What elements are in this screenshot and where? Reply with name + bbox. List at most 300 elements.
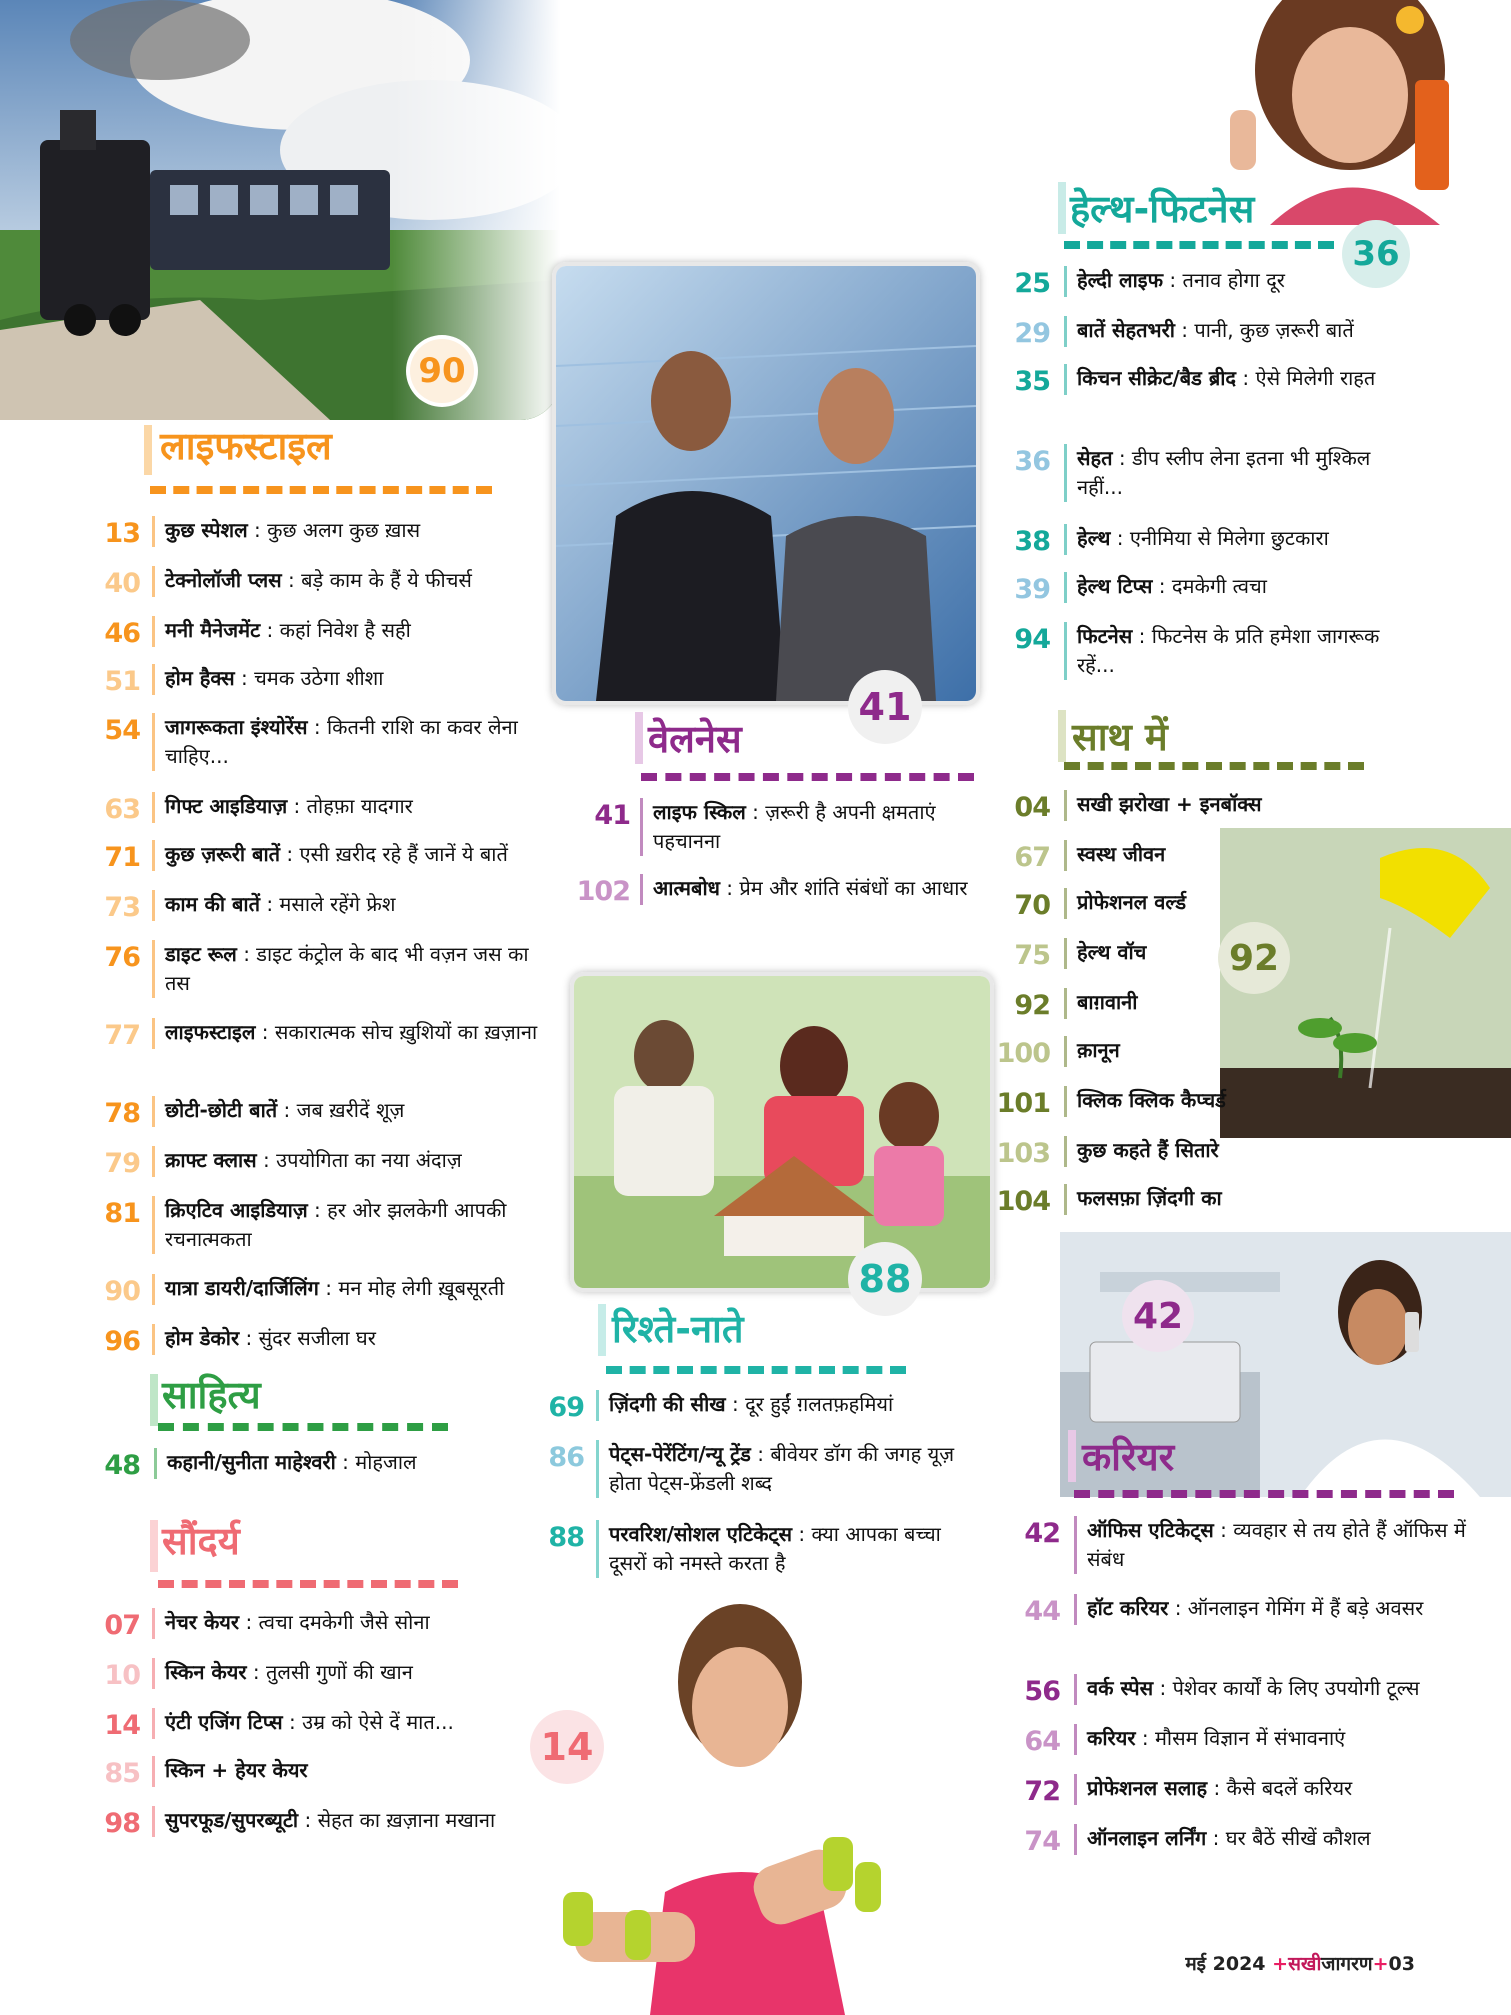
entry-separator: : bbox=[1236, 366, 1256, 390]
entry-description: हर ओर झलकेगी आपकी रचनात्मकता bbox=[165, 1198, 507, 1251]
page-number: 101 bbox=[996, 1088, 1050, 1119]
toc-entry[interactable] bbox=[90, 840, 550, 871]
entry-separator: : bbox=[246, 1660, 266, 1684]
toc-entry[interactable] bbox=[90, 890, 550, 921]
entry-title: सुपरफूड/सुपरब्यूटी bbox=[165, 1808, 299, 1832]
lifestyle-divider bbox=[150, 486, 492, 494]
entry-text bbox=[165, 1324, 550, 1353]
couple-illustration bbox=[556, 266, 976, 701]
saundarya-header-bar bbox=[150, 1520, 158, 1572]
entry-title: फलसफ़ा ज़िंदगी का bbox=[1077, 1186, 1222, 1210]
entry-description: कितनी राशि का कवर लेना चाहिए... bbox=[165, 715, 518, 768]
page-number: 04 bbox=[1014, 792, 1050, 823]
entry-description: ऑनलाइन गेमिंग में हैं बड़े अवसर bbox=[1187, 1596, 1424, 1620]
entry-rule bbox=[152, 616, 155, 647]
entry-description: त्वचा दमकेगी जैसे सोना bbox=[258, 1610, 430, 1634]
page-badge-42: 42 bbox=[1122, 1280, 1194, 1352]
entry-text bbox=[1087, 1724, 1472, 1753]
entry-separator: : bbox=[1135, 1726, 1155, 1750]
entry-text bbox=[1077, 988, 1280, 1017]
entry-text bbox=[1087, 1516, 1472, 1574]
entry-title: कहानी/सुनीता माहेश्वरी bbox=[167, 1450, 336, 1474]
entry-separator: : bbox=[1112, 446, 1132, 470]
entry-separator: : bbox=[256, 1148, 277, 1172]
entry-description: तोहफ़ा यादगार bbox=[306, 794, 413, 818]
entry-description: मोहजाल bbox=[355, 1450, 417, 1474]
entry-title: हेल्दी लाइफ bbox=[1077, 268, 1163, 292]
entry-rule bbox=[1064, 790, 1067, 821]
lifestyle-section-title: लाइफस्टाइल bbox=[160, 424, 332, 468]
page-badge-36: 36 bbox=[1342, 220, 1410, 288]
entry-description: एनीमिया से मिलेगा छुटकारा bbox=[1129, 526, 1329, 550]
page-number: 104 bbox=[996, 1186, 1050, 1217]
page-number: 29 bbox=[1014, 318, 1050, 349]
sahitya-divider bbox=[158, 1423, 448, 1431]
entry-title: ज़िंदगी की सीख bbox=[609, 1392, 726, 1416]
entry-separator: : bbox=[1174, 318, 1195, 342]
page-number: 77 bbox=[104, 1020, 140, 1051]
entry-text bbox=[165, 1196, 550, 1254]
entry-title: स्किन + हेयर केयर bbox=[165, 1758, 308, 1782]
career-section-title: करियर bbox=[1082, 1435, 1175, 1479]
entry-title: वर्क स्पेस bbox=[1087, 1676, 1154, 1700]
entry-title: नेचर केयर bbox=[165, 1610, 240, 1634]
page-number: 13 bbox=[104, 518, 140, 549]
entry-description: तनाव होगा दूर bbox=[1182, 268, 1285, 292]
entry-description: चमक उठेगा शीशा bbox=[254, 666, 384, 690]
page-number: 98 bbox=[104, 1808, 140, 1839]
page-number: 41 bbox=[594, 800, 630, 831]
toc-entry[interactable] bbox=[1002, 1516, 1472, 1574]
rishte-header-bar bbox=[598, 1304, 606, 1356]
page-number: 96 bbox=[104, 1326, 140, 1357]
entry-text bbox=[165, 940, 550, 998]
toc-entry[interactable] bbox=[90, 1756, 530, 1787]
entry-description: व्यवहार से तय होते हैं ऑफिस में संबंध bbox=[1087, 1518, 1466, 1571]
page-number: 42 bbox=[1024, 1518, 1060, 1549]
entry-separator: : bbox=[307, 715, 327, 739]
entry-text bbox=[1087, 1674, 1472, 1703]
toc-entry[interactable] bbox=[990, 1136, 1280, 1167]
entry-title: कुछ स्पेशल bbox=[165, 518, 248, 542]
page-number: 44 bbox=[1024, 1596, 1060, 1627]
wellness-divider bbox=[641, 773, 974, 781]
entry-description: सेहत का ख़ज़ाना मखाना bbox=[317, 1808, 496, 1832]
entry-title: छोटी-छोटी बातें bbox=[165, 1098, 278, 1122]
toc-entry[interactable] bbox=[990, 888, 1280, 919]
entry-title: ऑनलाइन लर्निंग bbox=[1087, 1826, 1207, 1850]
entry-rule bbox=[152, 1608, 155, 1639]
entry-title: क्राफ्ट क्लास bbox=[165, 1148, 257, 1172]
entry-rule bbox=[1064, 1036, 1067, 1067]
entry-separator: : bbox=[1206, 1826, 1226, 1850]
sahitya-section-title: साहित्य bbox=[162, 1373, 261, 1417]
entry-title: सेहत bbox=[1077, 446, 1113, 470]
entry-separator: : bbox=[719, 876, 740, 900]
entry-title: परवरिश/सोशल एटिकेट्स bbox=[609, 1522, 793, 1546]
entry-title: क्लिक क्लिक कैप्चर्ड bbox=[1077, 1088, 1226, 1112]
toc-entry[interactable] bbox=[90, 1324, 550, 1355]
entry-text bbox=[165, 713, 550, 771]
page-number: 56 bbox=[1024, 1676, 1060, 1707]
wellness-header-bar bbox=[635, 712, 643, 764]
entry-title: प्रोफेशनल सलाह bbox=[1087, 1776, 1208, 1800]
entry-rule bbox=[152, 890, 155, 921]
entry-text bbox=[165, 1608, 530, 1637]
entry-description: मसाले रहेंगे फ्रेश bbox=[279, 892, 396, 916]
entry-separator: : bbox=[335, 1450, 356, 1474]
entry-text bbox=[165, 840, 550, 869]
entry-separator: : bbox=[1213, 1518, 1234, 1542]
entry-rule bbox=[1064, 524, 1067, 555]
entry-rule bbox=[1064, 1184, 1067, 1215]
entry-separator: : bbox=[234, 666, 255, 690]
toc-entry[interactable] bbox=[532, 1390, 972, 1421]
entry-rule bbox=[1074, 1674, 1077, 1705]
toc-entry[interactable] bbox=[1002, 1824, 1472, 1855]
toc-entry[interactable] bbox=[90, 713, 550, 771]
toc-entry[interactable] bbox=[90, 1196, 550, 1254]
entry-separator: : bbox=[239, 1326, 259, 1350]
toc-entry[interactable] bbox=[1002, 1724, 1472, 1755]
toc-entry[interactable] bbox=[990, 1086, 1280, 1117]
toc-entry[interactable] bbox=[992, 364, 1392, 395]
entry-text bbox=[609, 1390, 972, 1419]
entry-rule bbox=[152, 1806, 155, 1837]
entry-separator: : bbox=[1152, 574, 1172, 598]
toc-entry[interactable] bbox=[992, 316, 1392, 347]
entry-description: क्या आपका बच्चा दूसरों को नमस्ते करता है bbox=[609, 1522, 941, 1575]
entry-separator: : bbox=[792, 1522, 812, 1546]
entry-separator: : bbox=[1110, 526, 1130, 550]
entry-title: बातें सेहतभरी bbox=[1077, 318, 1175, 342]
entry-title: मनी मैनेजमेंट bbox=[165, 618, 261, 642]
entry-separator: : bbox=[236, 942, 257, 966]
toc-entry[interactable] bbox=[990, 840, 1280, 871]
entry-rule bbox=[596, 1390, 599, 1421]
entry-text bbox=[165, 616, 550, 645]
entry-separator: : bbox=[239, 1610, 259, 1634]
entry-rule bbox=[1064, 1136, 1067, 1167]
entry-text bbox=[165, 890, 550, 919]
toc-entry[interactable] bbox=[990, 1036, 1280, 1067]
entry-text bbox=[1077, 888, 1280, 917]
entry-title: हॉट करियर bbox=[1087, 1596, 1169, 1620]
toc-entry[interactable] bbox=[90, 1608, 530, 1639]
toc-entry[interactable] bbox=[90, 1708, 530, 1739]
entry-text bbox=[1087, 1824, 1472, 1853]
page-number: 51 bbox=[104, 666, 140, 697]
footer-year: 2024 bbox=[1212, 1953, 1266, 1975]
entry-title: क़ानून bbox=[1077, 1038, 1120, 1062]
toc-entry[interactable] bbox=[1002, 1774, 1472, 1805]
page-number: 35 bbox=[1014, 366, 1050, 397]
entry-title: काम की बातें bbox=[165, 892, 260, 916]
toc-entry[interactable] bbox=[90, 1018, 550, 1049]
entry-title: प्रोफेशनल वर्ल्ड bbox=[1077, 890, 1187, 914]
entry-title: कुछ कहते हैं सितारे bbox=[1077, 1138, 1219, 1162]
entry-rule bbox=[1064, 572, 1067, 603]
entry-title: क्रिएटिव आइडियाज़ bbox=[165, 1198, 308, 1222]
entry-title: होम डेकोर bbox=[165, 1326, 240, 1350]
entry-description: ज़रूरी है अपनी क्षमताएं पहचानना bbox=[653, 800, 936, 853]
family-photo bbox=[570, 972, 994, 1292]
page-badge-90: 90 bbox=[410, 339, 474, 403]
wellness-section-title: वेलनेस bbox=[648, 717, 742, 761]
entry-separator: : bbox=[1153, 1676, 1173, 1700]
entry-text bbox=[165, 1146, 550, 1175]
entry-title: फिटनेस bbox=[1077, 624, 1133, 648]
page-number: 48 bbox=[104, 1450, 140, 1481]
entry-title: होम हैक्स bbox=[165, 666, 235, 690]
entry-rule bbox=[1064, 444, 1067, 502]
entry-description: तुलसी गुणों की खान bbox=[265, 1660, 413, 1684]
toc-entry[interactable] bbox=[90, 1274, 550, 1305]
saath-divider bbox=[1064, 762, 1364, 770]
entry-text bbox=[165, 566, 550, 595]
toc-entry[interactable] bbox=[90, 1658, 530, 1689]
entry-text bbox=[1077, 316, 1392, 345]
entry-description: मौसम विज्ञान में संभावनाएं bbox=[1154, 1726, 1346, 1750]
toc-entry[interactable] bbox=[992, 524, 1392, 555]
toc-entry[interactable] bbox=[90, 1806, 530, 1837]
entry-text bbox=[165, 1658, 530, 1687]
train-photo bbox=[0, 0, 560, 420]
toc-entry[interactable] bbox=[992, 266, 1392, 297]
saundarya-divider bbox=[158, 1580, 458, 1588]
page-number: 81 bbox=[104, 1198, 140, 1229]
entry-rule bbox=[1064, 1086, 1067, 1117]
fitness-photo bbox=[555, 1592, 925, 2015]
entry-text bbox=[1077, 790, 1280, 819]
page-number: 92 bbox=[1014, 990, 1050, 1021]
entry-rule bbox=[152, 1018, 155, 1049]
toc-entry[interactable] bbox=[90, 516, 550, 547]
entry-rule bbox=[1074, 1516, 1077, 1574]
entry-title: स्वस्थ जीवन bbox=[1077, 842, 1166, 866]
entry-text bbox=[165, 664, 550, 693]
entry-title: बाग़वानी bbox=[1077, 990, 1138, 1014]
page-number: 36 bbox=[1014, 446, 1050, 477]
entry-rule bbox=[152, 1146, 155, 1177]
entry-separator: : bbox=[750, 1442, 771, 1466]
entry-rule bbox=[152, 566, 155, 597]
footer-plus-left: + bbox=[1272, 1953, 1289, 1975]
entry-rule bbox=[1064, 316, 1067, 347]
toc-entry[interactable] bbox=[90, 664, 550, 695]
career-header-bar bbox=[1068, 1430, 1076, 1482]
train-photo-caption bbox=[0, 412, 560, 420]
entry-rule bbox=[152, 792, 155, 823]
toc-entry[interactable] bbox=[992, 572, 1392, 603]
entry-description: दमकेगी त्वचा bbox=[1171, 574, 1267, 598]
entry-description: जब ख़रीदें शूज़ bbox=[296, 1098, 405, 1122]
entry-rule bbox=[152, 664, 155, 695]
toc-entry[interactable] bbox=[90, 1448, 510, 1479]
entry-title: स्किन केयर bbox=[165, 1660, 247, 1684]
page-number: 86 bbox=[548, 1442, 584, 1473]
saath-section-title: साथ में bbox=[1072, 715, 1168, 759]
toc-entry[interactable] bbox=[992, 444, 1392, 502]
entry-description: बीवेयर डॉग की जगह यूज़ होता पेट्स-फ्रेंडली शब्द bbox=[609, 1442, 955, 1495]
train-illustration bbox=[0, 0, 560, 420]
page-badge-92: 92 bbox=[1218, 922, 1290, 994]
entry-text bbox=[165, 516, 550, 545]
entry-text bbox=[165, 1708, 530, 1737]
entry-title: सखी झरोखा + इनबॉक्स bbox=[1077, 792, 1262, 816]
lifestyle-header-bar bbox=[144, 425, 152, 475]
entry-title: हेल्थ टिप्स bbox=[1077, 574, 1153, 598]
page-badge-41: 41 bbox=[848, 670, 922, 744]
entry-rule bbox=[1064, 622, 1067, 680]
entry-description: बड़े काम के हैं ये फीचर्स bbox=[301, 568, 472, 592]
entry-title: गिफ्ट आइडियाज़ bbox=[165, 794, 288, 818]
entry-separator: : bbox=[1132, 624, 1152, 648]
page-number: 40 bbox=[104, 568, 140, 599]
entry-rule bbox=[154, 1448, 157, 1479]
entry-text bbox=[653, 798, 982, 856]
footer-brand-sakhi: सखी bbox=[1288, 1953, 1322, 1975]
entry-rule bbox=[1064, 938, 1067, 969]
entry-separator: : bbox=[281, 568, 302, 592]
entry-description: कुछ अलग कुछ ख़ास bbox=[267, 518, 421, 542]
page-number: 72 bbox=[1024, 1776, 1060, 1807]
entry-rule bbox=[1074, 1824, 1077, 1855]
entry-text bbox=[165, 1096, 550, 1125]
entry-rule bbox=[640, 798, 643, 856]
toc-entry[interactable] bbox=[532, 1520, 972, 1578]
toc-entry[interactable] bbox=[990, 1184, 1280, 1215]
entry-text bbox=[1077, 266, 1392, 295]
sahitya-header-bar bbox=[150, 1374, 158, 1426]
entry-separator: : bbox=[307, 1198, 328, 1222]
entry-text bbox=[609, 1520, 972, 1578]
page-badge-14: 14 bbox=[530, 1710, 604, 1784]
entry-description: दूर हुईं ग़लतफ़हमियां bbox=[745, 1392, 894, 1416]
entry-separator: : bbox=[280, 842, 300, 866]
entry-rule bbox=[152, 713, 155, 771]
entry-text bbox=[165, 1756, 530, 1785]
toc-entry[interactable] bbox=[572, 798, 982, 856]
page-number: 10 bbox=[104, 1660, 140, 1691]
entry-description: कहां निवेश है सही bbox=[279, 618, 411, 642]
toc-entry[interactable] bbox=[990, 988, 1280, 1019]
toc-entry[interactable] bbox=[572, 874, 982, 905]
entry-description: सुंदर सजीला घर bbox=[258, 1326, 376, 1350]
toc-entry[interactable] bbox=[1002, 1674, 1472, 1705]
entry-text bbox=[1077, 1184, 1280, 1213]
entry-title: लाइफस्टाइल bbox=[165, 1020, 256, 1044]
entry-rule bbox=[1074, 1724, 1077, 1755]
entry-rule bbox=[152, 940, 155, 998]
toc-entry[interactable] bbox=[90, 616, 550, 647]
entry-description: उम्र को ऐसे दें मात... bbox=[302, 1710, 454, 1734]
page-number: 14 bbox=[104, 1710, 140, 1741]
page-number: 73 bbox=[104, 892, 140, 923]
entry-rule bbox=[1064, 840, 1067, 871]
toc-entry[interactable] bbox=[90, 1096, 550, 1127]
entry-text bbox=[1077, 840, 1280, 869]
page-number: 78 bbox=[104, 1098, 140, 1129]
entry-rule bbox=[1064, 988, 1067, 1019]
page-number: 54 bbox=[104, 715, 140, 746]
toc-entry[interactable] bbox=[990, 790, 1280, 821]
page-badge-88: 88 bbox=[848, 1242, 922, 1316]
page-number: 46 bbox=[104, 618, 140, 649]
entry-description: उपयोगिता का नया अंदाज़ bbox=[276, 1148, 462, 1172]
entry-rule bbox=[152, 1274, 155, 1305]
entry-separator: : bbox=[745, 800, 766, 824]
entry-separator: : bbox=[725, 1392, 746, 1416]
entry-rule bbox=[596, 1440, 599, 1498]
page-number: 39 bbox=[1014, 574, 1050, 605]
page-number: 74 bbox=[1024, 1826, 1060, 1857]
toc-entry[interactable] bbox=[90, 566, 550, 597]
entry-separator: : bbox=[1207, 1776, 1227, 1800]
entry-text bbox=[1077, 364, 1392, 393]
entry-title: हेल्थ bbox=[1077, 526, 1111, 550]
entry-text bbox=[165, 1018, 550, 1047]
page-number: 64 bbox=[1024, 1726, 1060, 1757]
footer-month: मई bbox=[1185, 1953, 1207, 1975]
entry-description: डीप स्लीप लेना इतना भी मुश्किल नहीं... bbox=[1077, 446, 1371, 499]
entry-title: ऑफिस एटिकेट्स bbox=[1087, 1518, 1214, 1542]
toc-entry[interactable] bbox=[532, 1440, 972, 1498]
couple-photo bbox=[552, 262, 980, 705]
entry-text bbox=[1077, 1036, 1280, 1065]
toc-entry[interactable] bbox=[90, 940, 550, 998]
entry-title: डाइट रूल bbox=[165, 942, 237, 966]
entry-description: सकारात्मक सोच ख़ुशियों का ख़ज़ाना bbox=[274, 1020, 538, 1044]
entry-separator: : bbox=[255, 1020, 275, 1044]
toc-entry[interactable] bbox=[90, 1146, 550, 1177]
toc-entry[interactable] bbox=[990, 938, 1280, 969]
health-section-title: हेल्थ-फिटनेस bbox=[1070, 187, 1255, 231]
entry-title: आत्मबोध bbox=[653, 876, 720, 900]
entry-title: किचन सीक्रेट/बैड ब्रीद bbox=[1077, 366, 1237, 390]
entry-text bbox=[1087, 1594, 1472, 1623]
page-number: 103 bbox=[996, 1138, 1050, 1169]
entry-title: कुछ ज़रूरी बातें bbox=[165, 842, 281, 866]
page-number: 79 bbox=[104, 1148, 140, 1179]
page-number: 38 bbox=[1014, 526, 1050, 557]
family-illustration bbox=[574, 976, 990, 1288]
entry-separator: : bbox=[318, 1276, 339, 1300]
toc-entry[interactable] bbox=[1002, 1594, 1472, 1625]
page-footer bbox=[1185, 1950, 1415, 1976]
entry-separator: : bbox=[1162, 268, 1183, 292]
page-number: 69 bbox=[548, 1392, 584, 1423]
page-number: 94 bbox=[1014, 624, 1050, 655]
saundarya-section-title: सौंदर्य bbox=[162, 1519, 240, 1563]
page-number: 90 bbox=[104, 1276, 140, 1307]
entry-description: एसी ख़रीद रहे हैं जानें ये बातें bbox=[299, 842, 508, 866]
entry-description: फिटनेस के प्रति हमेशा जागरूक रहें... bbox=[1077, 624, 1380, 677]
entry-description: पानी, कुछ ज़रूरी बातें bbox=[1194, 318, 1354, 342]
entry-text bbox=[167, 1448, 510, 1477]
toc-entry[interactable] bbox=[992, 622, 1392, 680]
page-number: 25 bbox=[1014, 268, 1050, 299]
entry-text bbox=[609, 1440, 972, 1498]
entry-rule bbox=[1064, 888, 1067, 919]
page-number: 85 bbox=[104, 1758, 140, 1789]
page-number: 07 bbox=[104, 1610, 140, 1641]
entry-rule bbox=[152, 1196, 155, 1254]
entry-separator: : bbox=[259, 892, 280, 916]
rishte-section-title: रिश्ते-नाते bbox=[612, 1307, 744, 1351]
page-number: 75 bbox=[1014, 940, 1050, 971]
toc-entry[interactable] bbox=[90, 792, 550, 823]
